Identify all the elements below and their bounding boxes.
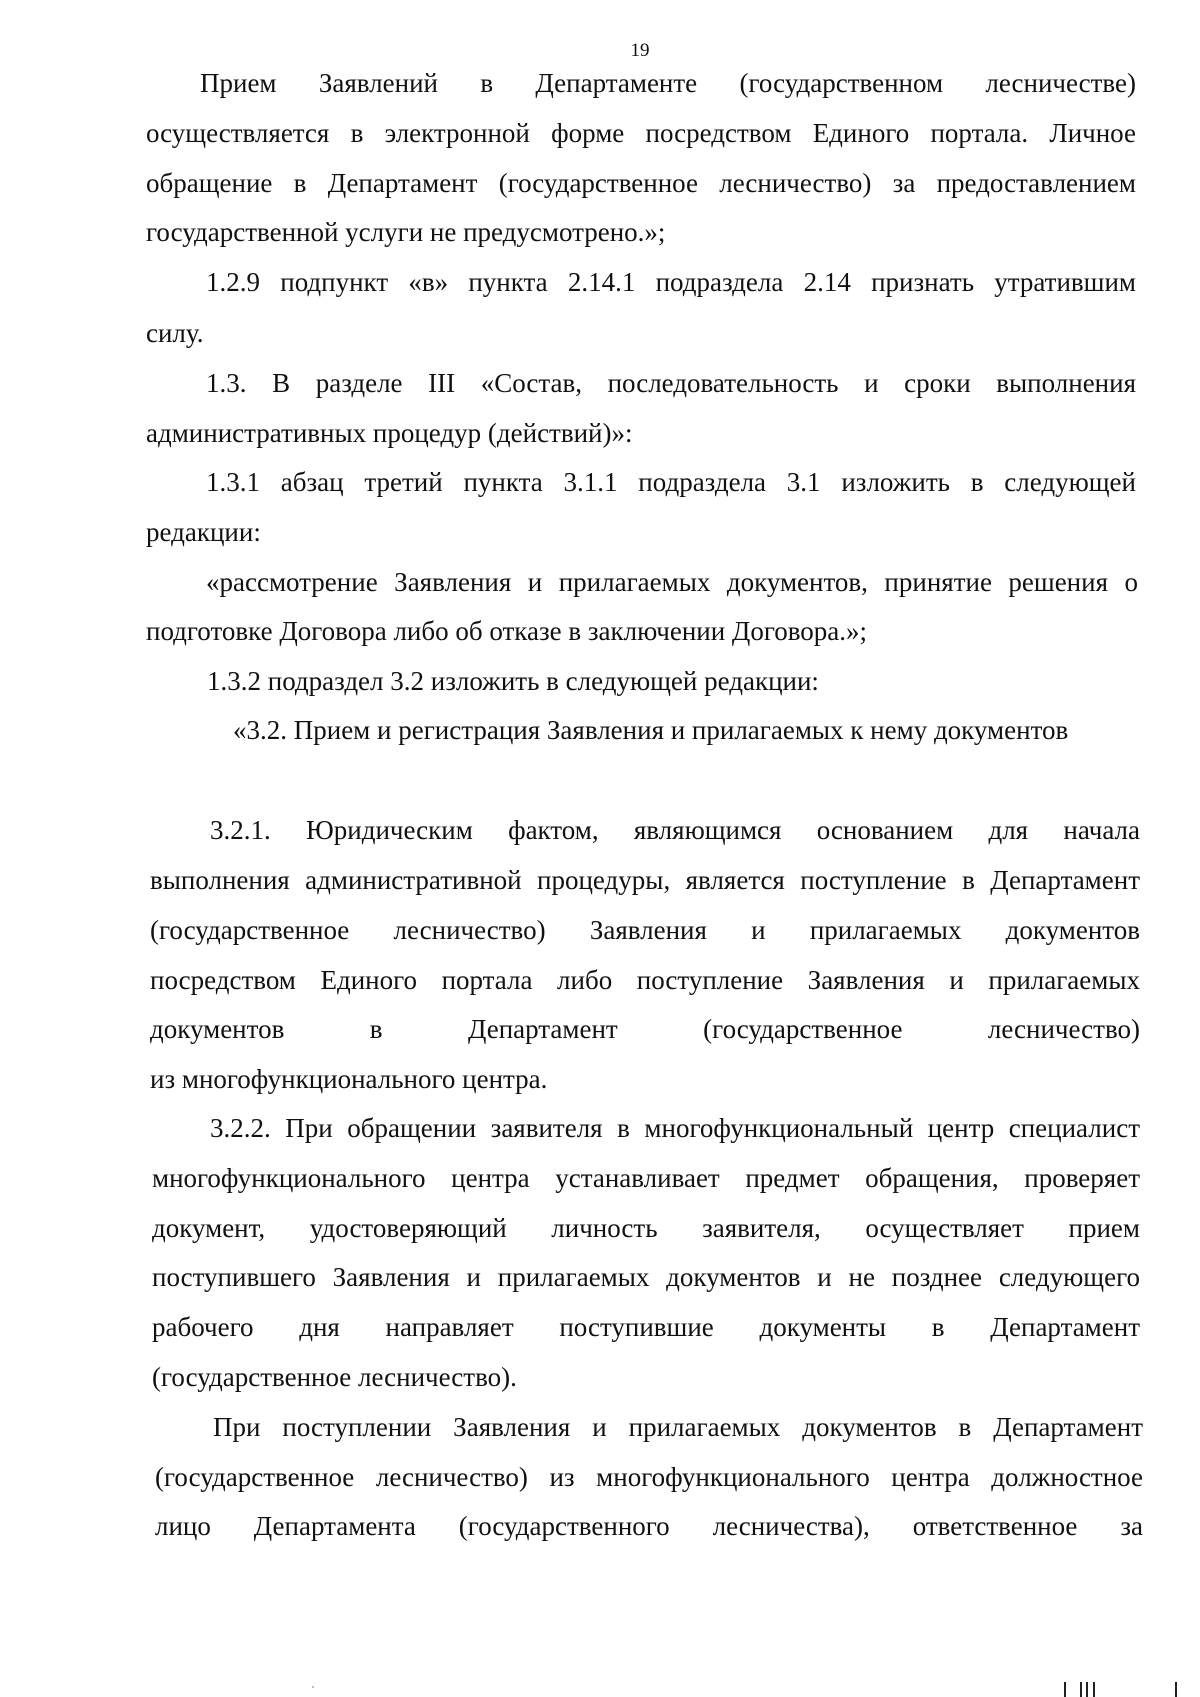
text-line: административных процедур (действий)»: — [146, 418, 633, 448]
text-line: из многофункционального центра. — [150, 1064, 548, 1094]
text-line: 1.2.9 подпункт «в» пункта 2.14.1 подраздела 2.14 признать утратившим — [206, 267, 1136, 297]
text-line: выполнения административной процедуры, является поступление в Департамент — [150, 865, 1140, 895]
text-line: 1.3.2 подраздел 3.2 изложить в следующей редакции: — [207, 666, 819, 696]
text-line: рабочего дня направляет поступившие документы в Департамент — [152, 1312, 1140, 1342]
text-line: (государственное лесничество) из многофункционального центра должностное — [155, 1462, 1143, 1492]
text-line: 1.3.1 абзац третий пункта 3.1.1 подраздела 3.1 изложить в следующей — [206, 467, 1136, 497]
text-line: (государственное лесничество) Заявления и прилагаемых документов — [150, 915, 1140, 945]
text-line: 3.2.1. Юридическим фактом, являющимся основанием для начала — [210, 815, 1140, 845]
text-line: посредством Единого портала либо поступление Заявления и прилагаемых — [150, 965, 1140, 995]
text-line: осуществляется в электронной форме посредством Единого портала. Личное — [146, 118, 1136, 148]
text-line: «рассмотрение Заявления и прилагаемых документов, принятие решения о — [206, 567, 1138, 597]
text-line: многофункционального центра устанавливает предмет обращения, проверяет — [152, 1163, 1140, 1193]
text-line: лицо Департамента (государственного лесничества), ответственное за — [155, 1511, 1143, 1541]
text-line: 3.2.2. При обращении заявителя в многофункциональный центр специалист — [210, 1113, 1140, 1143]
text-line: редакции: — [146, 517, 261, 547]
text-line: документ, удостоверяющий личность заявителя, осуществляет прием — [152, 1213, 1140, 1243]
page-number: 19 — [630, 40, 650, 61]
text-line: 1.3. В разделе III «Состав, последовательность и сроки выполнения — [206, 368, 1136, 398]
text-line: документов в Департамент (государственное лесничество) — [150, 1014, 1140, 1044]
text-line: При поступлении Заявления и прилагаемых документов в Департамент — [213, 1412, 1143, 1442]
scan-speck — [312, 1686, 314, 1688]
text-line: силу. — [146, 318, 204, 348]
text-line: (государственное лесничество). — [152, 1362, 517, 1392]
text-line: поступившего Заявления и прилагаемых документов и не позднее следующего — [152, 1262, 1140, 1292]
text-line: Прием Заявлений в Департаменте (государственном лесничестве) — [200, 68, 1136, 98]
section-heading: «3.2. Прием и регистрация Заявления и прилагаемых к нему документов — [233, 715, 1069, 745]
text-line: государственной услуги не предусмотрено.»; — [146, 217, 666, 247]
text-line: обращение в Департамент (государственное лесничество) за предоставлением — [146, 168, 1136, 198]
text-line: подготовке Договора либо об отказе в заключении Договора.»; — [146, 616, 868, 646]
